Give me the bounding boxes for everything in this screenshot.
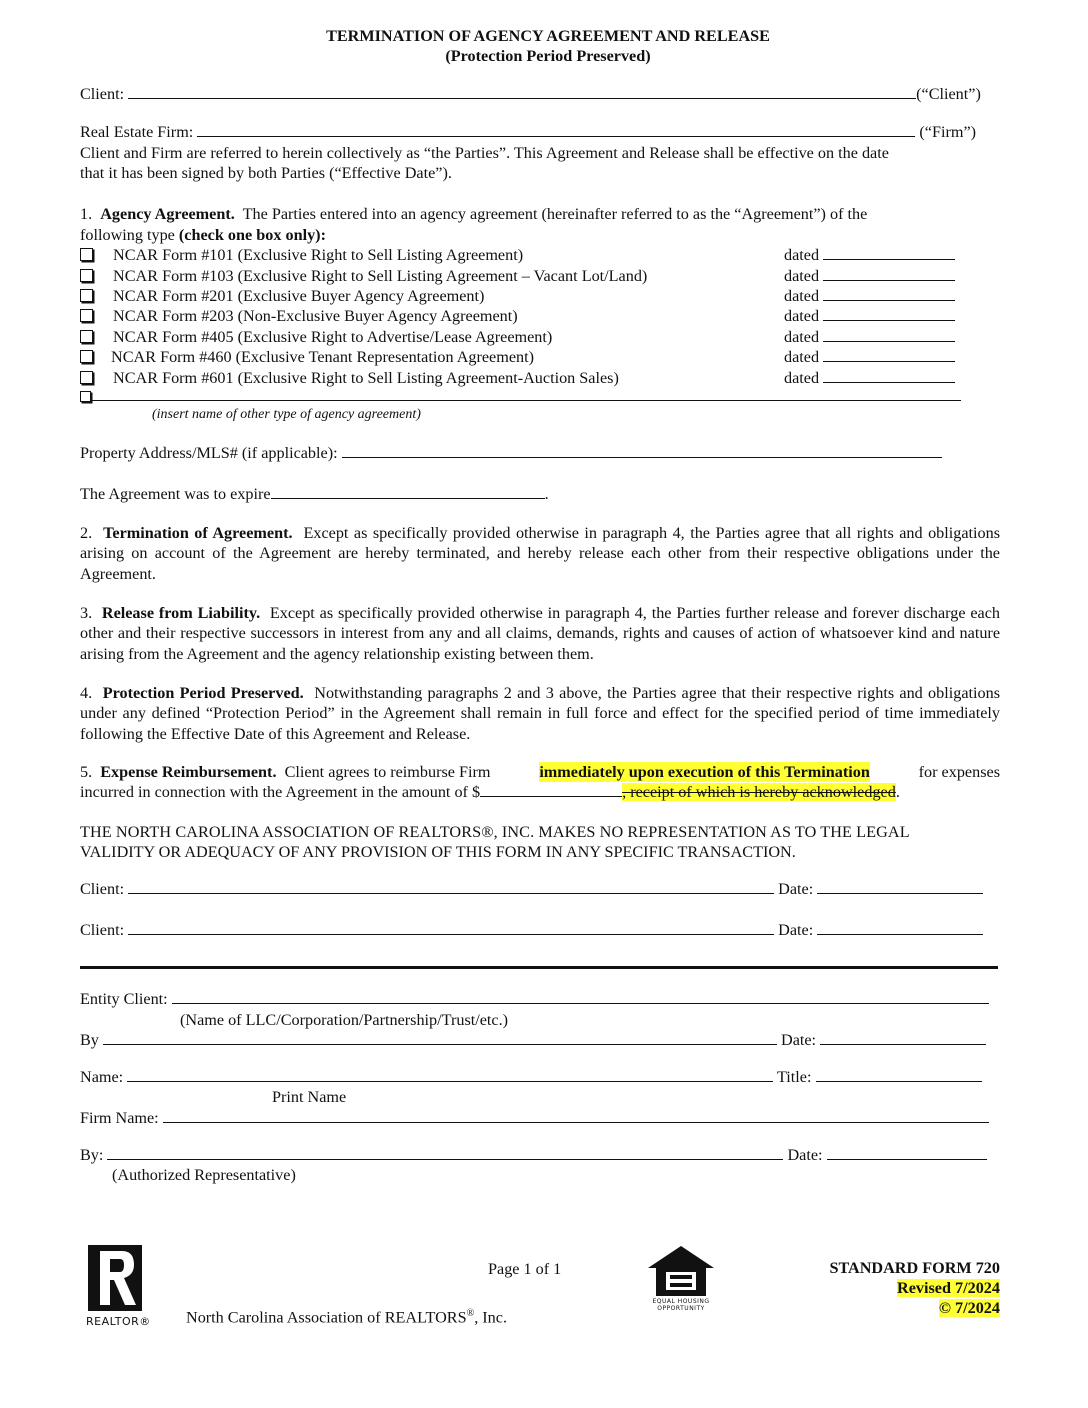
agency-option-label: NCAR Form #460 (Exclusive Tenant Representation Agreement): [111, 348, 534, 366]
intro-line-2: that it has been signed by both Parties (“Effective Date”).: [80, 164, 452, 182]
client-sig-label: Client:: [80, 880, 125, 898]
section1-instruction: [80, 225, 326, 245]
dated-field: [784, 306, 955, 326]
entity-name-field[interactable]: [127, 1067, 773, 1082]
client-date-field[interactable]: [817, 920, 983, 935]
firm-suffix: (“Firm”): [919, 123, 977, 141]
checkbox[interactable]: [80, 289, 93, 302]
expire-label: The Agreement was to expire: [80, 485, 271, 503]
entity-name-line: [80, 1067, 982, 1087]
equal-housing-logo: [646, 1244, 716, 1312]
checkbox[interactable]: [80, 269, 93, 282]
firm-date-field[interactable]: [827, 1145, 987, 1160]
title-label: Title:: [776, 1068, 812, 1086]
agency-option-label: NCAR Form #405 (Exclusive Right to Advertise/Lease Agreement): [113, 328, 553, 346]
firm-by-line: [80, 1145, 987, 1165]
checkbox[interactable]: [80, 248, 93, 261]
dated-label: dated: [784, 307, 820, 325]
section2: [80, 523, 1000, 584]
association-name: [186, 1304, 507, 1327]
client-sig-label: Client:: [80, 921, 125, 939]
dated-input[interactable]: [823, 368, 955, 383]
entity-title-field[interactable]: [816, 1067, 982, 1082]
entity-client-field[interactable]: [172, 989, 989, 1004]
client-signature-field[interactable]: [128, 879, 774, 894]
expire-end: .: [544, 485, 549, 503]
entity-note: (Name of LLC/Corporation/Partnership/Trust/etc.): [180, 1011, 509, 1029]
firm-name-line: [80, 1108, 989, 1128]
other-agreement-field[interactable]: [91, 386, 961, 401]
association-end: , Inc.: [474, 1308, 507, 1327]
association-reg: ®: [466, 1308, 475, 1319]
name-label: Name:: [80, 1068, 124, 1086]
realtor-logo-text: REALTOR®: [86, 1315, 151, 1328]
agency-option: [80, 266, 647, 286]
expire-line: [80, 484, 549, 504]
equal-housing-icon: [646, 1244, 716, 1298]
agency-option: [80, 368, 619, 388]
dated-field: [784, 245, 955, 265]
dated-field: [784, 266, 955, 286]
agency-option: [80, 245, 523, 265]
section5-heading: Expense Reimbursement.: [100, 763, 277, 781]
print-name-note: Print Name: [272, 1088, 347, 1106]
section5-number: 5.: [80, 763, 93, 781]
reimbursement-amount-field[interactable]: [480, 782, 622, 797]
entity-by-field[interactable]: [103, 1030, 777, 1045]
checkbox[interactable]: [80, 330, 93, 343]
section3-heading: Release from Liability.: [101, 604, 261, 622]
section5-line2: [80, 782, 900, 802]
disclaimer-line-1: THE NORTH CAROLINA ASSOCIATION OF REALTORS®, INC. MAKES NO REPRESENTATION AS TO THE LEGAL: [80, 823, 910, 841]
checkbox[interactable]: [80, 371, 93, 384]
form-title: TERMINATION OF AGENCY AGREEMENT AND RELEASE: [326, 27, 770, 45]
expire-date-field[interactable]: [271, 484, 545, 499]
agency-option: [80, 286, 484, 306]
section2-number: 2.: [80, 524, 93, 542]
section1-heading: Agency Agreement.: [100, 205, 235, 223]
section4-text: Notwithstanding paragraphs 2 and 3 above, the Parties agree that their respective rights and obligations under any defined “Protection Period” in the Agreement shall remain in full force and effect for the specified period of time immediately following the Effective Date of this Agreement and Release.: [80, 684, 1000, 743]
form-name: STANDARD FORM 720: [829, 1259, 1000, 1277]
section5-highlight: immediately upon execution of this Termination: [539, 763, 870, 781]
dated-label: dated: [784, 369, 820, 387]
agency-option-label: NCAR Form #201 (Exclusive Buyer Agency Agreement): [113, 287, 485, 305]
checkbox[interactable]: [80, 309, 93, 322]
entity-by-line: [80, 1030, 986, 1050]
dated-label: dated: [784, 348, 820, 366]
section3-text: Except as specifically provided otherwise in paragraph 4, the Parties further release and forever discharge each other and their respective successors in interest from any and all claims, demands, rights and causes of action of whatsoever kind and nature arising from the Agreement and the agency relationship existing between them.: [80, 604, 1001, 663]
date-label: Date:: [778, 921, 814, 939]
dated-input[interactable]: [823, 245, 955, 260]
firm-name-field[interactable]: [197, 122, 915, 137]
section5-text-b: for expenses: [918, 763, 1000, 781]
other-agreement-note: (insert name of other type of agency agreement): [152, 407, 421, 422]
dated-field: [784, 368, 955, 388]
by-label: By: [80, 1031, 99, 1049]
section4-heading: Protection Period Preserved.: [102, 684, 304, 702]
firm-name-field[interactable]: [163, 1108, 989, 1123]
date-label: Date:: [778, 880, 814, 898]
agency-option: [80, 327, 552, 347]
client-date-field[interactable]: [817, 879, 983, 894]
form-revised: Revised 7/2024: [897, 1279, 1000, 1297]
section3: [80, 603, 1000, 664]
dated-field: [784, 327, 955, 347]
checkbox[interactable]: [80, 391, 91, 402]
entity-client-label: Entity Client:: [80, 990, 168, 1008]
disclaimer-line-2: VALIDITY OR ADEQUACY OF ANY PROVISION OF THIS FORM IN ANY SPECIFIC TRANSACTION.: [80, 843, 796, 861]
section4: [80, 683, 1000, 744]
form-copyright-row: [829, 1298, 1000, 1318]
dated-input[interactable]: [823, 306, 955, 321]
intro-line-1: Client and Firm are referred to herein collectively as “the Parties”. This Agreement and Release shall be effective on the date: [80, 144, 889, 162]
agency-option-label: NCAR Form #101 (Exclusive Right to Sell Listing Agreement): [113, 246, 524, 264]
section5-amount-label: incurred in connection with the Agreement in the amount of $: [80, 783, 481, 801]
section1-instruction-bold: (check one box only):: [178, 226, 326, 244]
association-text: North Carolina Association of REALTORS: [186, 1308, 467, 1327]
form-copyright: © 7/2024: [938, 1299, 1000, 1317]
dated-field: [784, 286, 955, 306]
checkbox[interactable]: [80, 350, 93, 363]
section3-number: 3.: [80, 604, 93, 622]
property-address-field[interactable]: [342, 443, 942, 458]
client-line: [80, 84, 981, 104]
section5-end: .: [895, 783, 900, 801]
form-id-block: [829, 1258, 1000, 1318]
client-label: Client:: [80, 85, 125, 103]
client-suffix: (“Client”): [916, 85, 981, 103]
agency-option-label: NCAR Form #103 (Exclusive Right to Sell Listing Agreement – Vacant Lot/Land): [113, 267, 648, 285]
agency-option-label: NCAR Form #203 (Non-Exclusive Buyer Agency Agreement): [113, 307, 518, 325]
section-divider: [80, 966, 998, 969]
client-signature-field[interactable]: [128, 920, 774, 935]
dated-input[interactable]: [823, 266, 955, 281]
entity-client-line: [80, 989, 989, 1009]
firm-label: Real Estate Firm:: [80, 123, 194, 141]
date-label: Date:: [781, 1031, 817, 1049]
section2-heading: Termination of Agreement.: [103, 524, 293, 542]
client-name-field[interactable]: [128, 84, 916, 99]
realtor-logo: [88, 1245, 142, 1311]
firm-line: [80, 122, 976, 142]
equal-housing-text: EQUAL HOUSING OPPORTUNITY: [652, 1298, 710, 1312]
form-subtitle: (Protection Period Preserved): [445, 47, 651, 65]
agency-option: [80, 306, 518, 326]
firm-by-field[interactable]: [107, 1145, 783, 1160]
dated-input[interactable]: [823, 327, 955, 342]
realtor-r-icon: [88, 1245, 142, 1311]
dated-label: dated: [784, 328, 820, 346]
by-label: By:: [80, 1146, 104, 1164]
firm-name-label: Firm Name:: [80, 1109, 159, 1127]
date-label: Date:: [787, 1146, 823, 1164]
dated-label: dated: [784, 267, 820, 285]
agency-option: [80, 347, 534, 367]
section1-instruction-prefix: following type: [80, 226, 175, 244]
dated-input[interactable]: [823, 347, 955, 362]
agency-option-other: [80, 386, 961, 406]
dated-label: dated: [784, 246, 820, 264]
agency-option-label: NCAR Form #601 (Exclusive Right to Sell Listing Agreement-Auction Sales): [113, 369, 619, 387]
section2-text: Except as specifically provided otherwise in paragraph 4, the Parties agree that all rights and obligations arising on account of the Agreement are hereby terminated, and hereby release each other from their respective obligations under the Agreement.: [80, 524, 1001, 583]
section1-number: 1.: [80, 205, 93, 223]
section1-text: The Parties entered into an agency agreement (hereinafter referred to as the “Agreement”) of the: [242, 205, 868, 223]
section5-line1: [80, 762, 1000, 782]
property-line: [80, 443, 942, 463]
form-revised-row: [829, 1278, 1000, 1298]
dated-label: dated: [784, 287, 820, 305]
client-signature-line: [80, 920, 983, 940]
dated-input[interactable]: [823, 286, 955, 301]
page-number: Page 1 of 1: [488, 1260, 562, 1278]
property-label: Property Address/MLS# (if applicable):: [80, 444, 338, 462]
authorized-rep-note: (Authorized Representative): [112, 1166, 296, 1184]
section5-lead: [80, 762, 491, 782]
section5-text-a: Client agrees to reimburse Firm: [284, 763, 491, 781]
client-signature-line: [80, 879, 983, 899]
section4-number: 4.: [80, 684, 93, 702]
entity-date-field[interactable]: [820, 1030, 986, 1045]
dated-field: [784, 347, 955, 367]
section5-struck-text: , receipt of which is hereby acknowledged: [622, 783, 896, 801]
section1-heading-line: [80, 204, 867, 224]
